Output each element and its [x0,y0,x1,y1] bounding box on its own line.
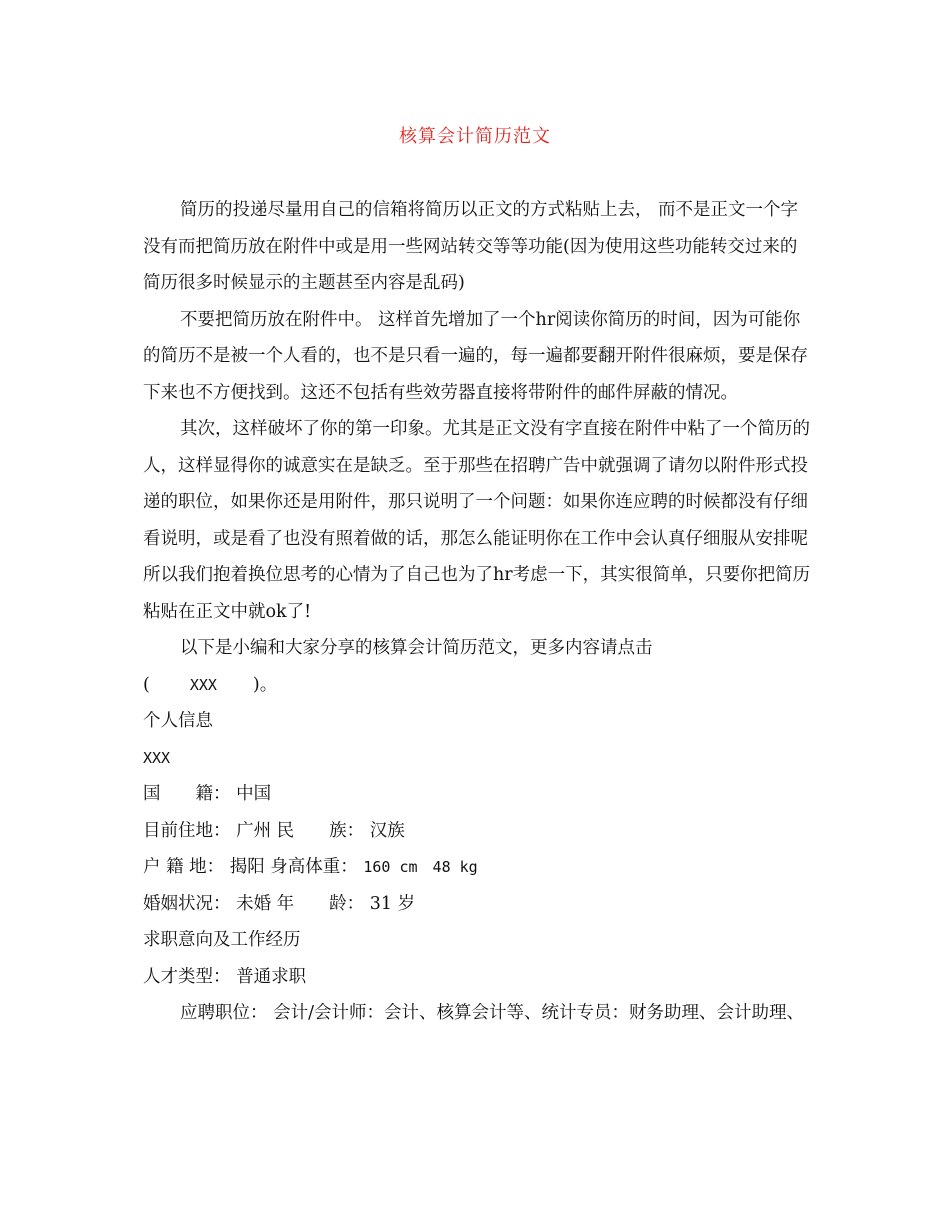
section-job-intent: 求职意向及工作经历 [143,930,301,950]
row-marital-age [143,886,811,923]
more-content-link[interactable]: XXX [189,675,217,694]
paragraph-intro: 以下是小编和大家分享的核算会计简历范文，更多内容请点击 [180,638,653,658]
row-position [143,995,811,1032]
talent-type-value: 普通求职 [236,966,307,987]
document-title-text: 核算会计简历范文 [399,126,551,147]
marital-label: 婚姻状况： [143,893,231,914]
link-line [143,667,811,704]
row-hukou-height [143,849,811,886]
height-weight-label: 身高体重： [270,857,358,877]
age-value: 31 岁 [369,893,416,914]
paragraph-no-attachment: 不要把简历放在附件中。 这样首先增加了一个hr阅读你简历的时间，因为可能你的简历不是被一个人看的，也不是只看一遍的，每一遍都要翻开附件很麻烦，要是保存下来也不方便找到。这还不包括有些效劳器直接将带附件的邮件屏蔽的情况。 [143,309,808,403]
marital-value: 未婚 [236,893,272,914]
link-close-paren: )。 [252,674,278,695]
document-title [0,124,950,150]
age-label: 年 龄： [276,893,365,914]
row-residence-ethnicity [143,813,811,850]
position-value: 会计/会计师：会计、核算会计等、统计专员：财务助理、会计助理、 [273,1003,804,1023]
ethnicity-label: 民 族： [276,820,365,841]
section-personal-info: 个人信息 [143,711,213,731]
hukou-value: 揭阳 [229,857,265,877]
nationality-label: 国 籍： [143,784,231,804]
residence-label: 目前住地： [143,820,231,841]
document-body [143,192,811,1032]
row-talent-type [143,959,811,996]
residence-value: 广州 [236,820,272,841]
height-weight-value: 160 cm 48 kg [363,858,478,876]
link-open-paren: ( [143,674,150,695]
ethnicity-value: 汉族 [369,820,405,841]
row-nationality [143,776,811,813]
hukou-label: 户 籍 地： [143,857,225,877]
position-label: 应聘职位： [180,1003,268,1023]
resume-name: XXX [143,748,171,767]
talent-type-label: 人才类型： [143,966,231,987]
paragraph-email-advice: 简历的投递尽量用自己的信箱将简历以正文的方式粘贴上去， 而不是正文一个字没有而把简历放在附件中或是用一些网站转交等等功能(因为使用这些功能转交过来的简历很多时候显示的主题甚至内容是乱码) [143,200,799,293]
paragraph-first-impression: 其次，这样破坏了你的第一印象。尤其是正文没有字直接在附件中粘了一个简历的人，这样显得你的诚意实在是缺乏。至于那些在招聘广告中就强调了请勿以附件形式投递的职位，如果你还是用附件，那只说明了一个问题：如果你连应聘的时候都没有仔细看说明，或是看了也没有照着做的话，那怎么能证明你在工作中会认真仔细服从安排呢所以我们抱着换位思考的心情为了自己也为了hr考虑一下，其实很简单，只要你把简历粘贴在正文中就ok了! [143,419,811,622]
nationality-value: 中国 [236,784,272,804]
